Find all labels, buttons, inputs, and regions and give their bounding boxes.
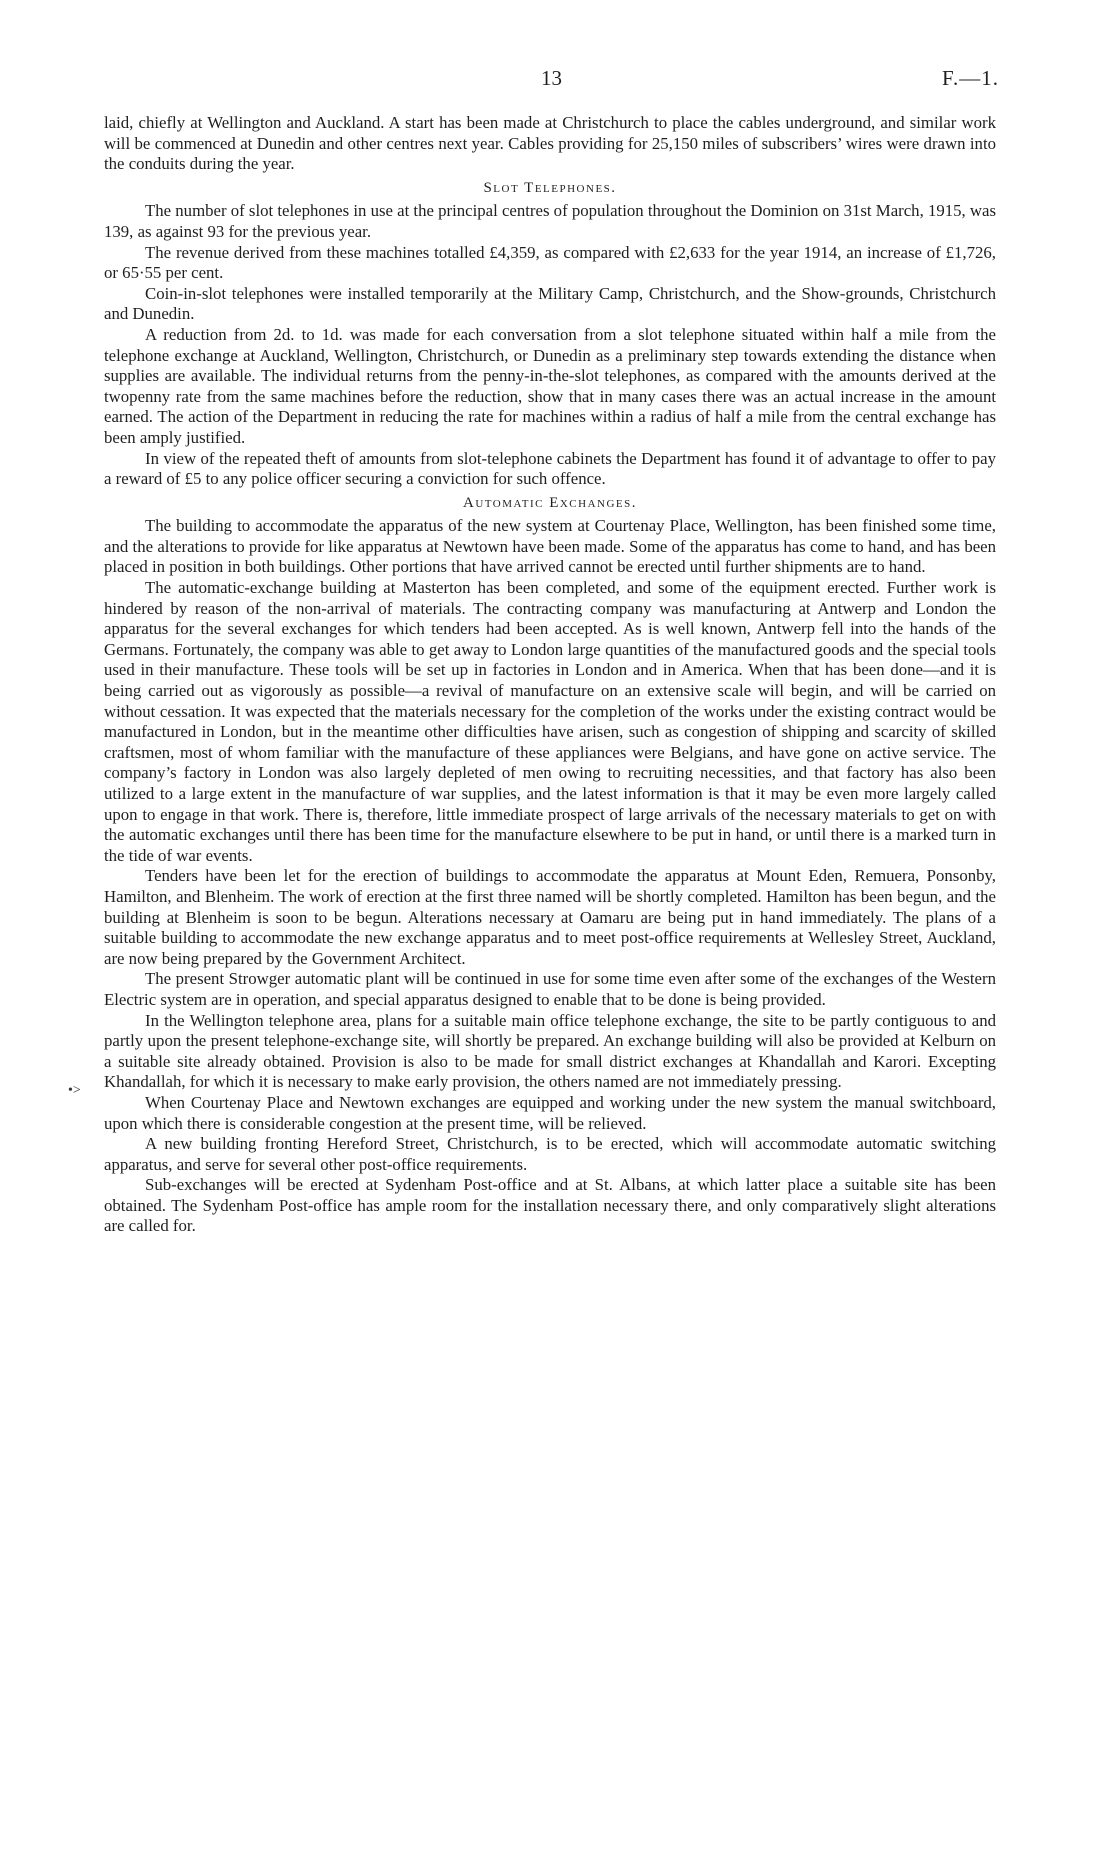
margin-mark: •> [68,1083,81,1098]
paragraph: In the Wellington telephone area, plans for a suitable main office telephone exchange, the site to be partly contiguous to and partly upon the present telephone-exchange site, will shortly be prepared. An exchange building will also be provided at Kelburn on a suitable site already obtained. Provision is also to be made for small district exchanges at Khandallah and Karori. Excepting Khandallah, for which it is necessary to make early provision, the others named are not immediately pressing. [104,1010,996,1092]
section-heading-slot-telephones: Slot Telephones. [483,179,617,196]
paragraph: In view of the repeated theft of amounts from slot-telephone cabinets the Department has found it of advantage to offer to pay a reward of £5 to any police officer securing a conviction for such offence. [104,448,996,489]
paragraph: The revenue derived from these machines totalled £4,359, as compared with £2,633 for the year 1914, an increase of £1,726, or 65·55 per cent. [104,242,996,283]
continued-paragraph: laid, chiefly at Wellington and Auckland. A start has been made at Christchurch to place the cables underground, and similar work will be commenced at Dunedin and other centres next year. Cables providing for 25,150 miles of subscribers’ wires were drawn into the conduits during the year. [104,113,996,174]
paragraph: A reduction from 2d. to 1d. was made for each conversation from a slot telephone situated within half a mile from the telephone exchange at Auckland, Wellington, Christchurch, or Dunedin as a preliminary step towards extending the distance when supplies are available. The individual returns from the penny-in-the-slot telephones, as compared with the amounts derived at the twopenny rate from the same machines before the reduction, show that in many cases there was an actual increase in the amount earned. The action of the Department in reducing the rate for machines within a radius of half a mile from the central exchange has been amply justified. [104,324,996,447]
paragraph: The present Strowger automatic plant will be continued in use for some time even after some of the exchanges of the Western Electric system are in operation, and special apparatus designed to enable that to be done is being provided. [104,969,996,1009]
document-reference: F.—1. [942,66,999,90]
paragraph: The building to accommodate the apparatus of the new system at Courtenay Place, Wellington, has been finished some time, and the alterations to provide for like apparatus at Newtown have been made. Some of the apparatus has come to hand, and has been placed in position in both buildings. Other portions that have arrived cannot be erected until further shipments are to hand. [104,516,996,577]
page-header [0,66,1114,90]
page-number: 13 [541,66,562,90]
paragraph: A new building fronting Hereford Street, Christchurch, is to be erected, which will accommodate automatic switching apparatus, and serve for several other post-office requirements. [104,1134,996,1174]
paragraph: Sub-exchanges will be erected at Sydenham Post-office and at St. Albans, at which latter place a suitable site has been obtained. The Sydenham Post-office has ample room for the installation necessary there, and only comparatively slight alterations are called for. [104,1175,996,1236]
section-heading-automatic-exchanges: Automatic Exchanges. [462,494,638,511]
paragraph: The automatic-exchange building at Masterton has been completed, and some of the equipment erected. Further work is hindered by reason of the non-arrival of materials. The contracting company was manufacturing at Antwerp and London the apparatus for the several exchanges for which tenders had been accepted. As is well known, Antwerp fell into the hands of the Germans. Fortunately, the company was able to get away to London large quantities of the manufactured goods and the special tools used in their manufacture. These tools will be set up in factories in London and in America. When that has been done—and it is being carried out as vigorously as possible—a revival of manufacture on an extensive scale will begin, and will be carried on without cessation. It was expected that the materials necessary for the completion of the works under the existing contract would be manufactured in London, but in the meantime other difficulties have arisen, such as congestion of shipping and scarcity of skilled craftsmen, most of whom familiar with the manufacture of these appliances were Belgians, and have gone on active service. The company’s factory in London was also largely depleted of men owing to recruiting necessities, and that factory has also been utilized to a large extent in the manufacture of war supplies, and the latest information is that it may be even more largely called upon to engage in that work. There is, therefore, little immediate prospect of large arrivals of the necessary materials to get on with the automatic exchanges until there has been time for the manufacture elsewhere to be put in hand, or until there is a marked turn in the tide of war events. [104,578,996,865]
paragraph: The number of slot telephones in use at the principal centres of population throughout the Dominion on 31st March, 1915, was 139, as against 93 for the previous year. [104,201,997,241]
paragraph: Coin-in-slot telephones were installed temporarily at the Military Camp, Christchurch, and the Show-grounds, Christchurch and Dunedin. [104,283,996,324]
paragraph: Tenders have been let for the erection of buildings to accommodate the apparatus at Mount Eden, Remuera, Ponsonby, Hamilton, and Blenheim. The work of erection at the first three named will be shortly completed. Hamilton has been begun, and the building at Blenheim is soon to be begun. Alterations necessary at Oamaru are being put in hand immediately. The plans of a suitable building to accommodate the new exchange apparatus and to meet post-office requirements at Wellesley Street, Auckland, are now being prepared by the Government Architect. [104,866,996,968]
paragraph: When Courtenay Place and Newtown exchanges are equipped and working under the new system the manual switchboard, upon which there is considerable congestion at the present time, will be relieved. [104,1092,996,1133]
body-text [104,113,996,1237]
